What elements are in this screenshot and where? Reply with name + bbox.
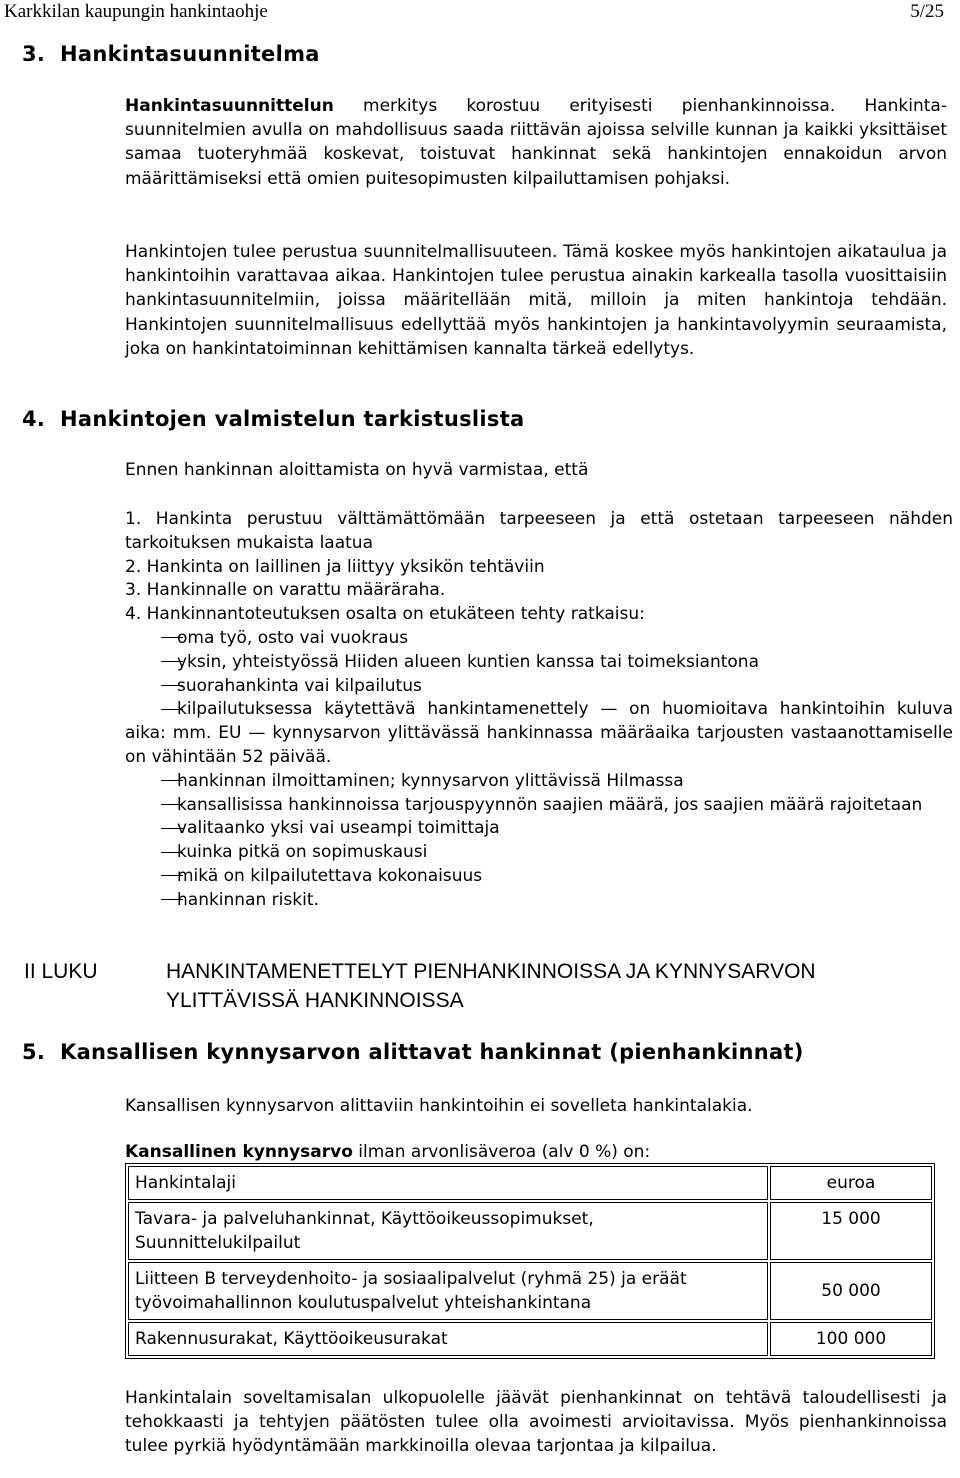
section-5-paragraph-3: Hankintalain soveltamisalan ulkopuolelle jäävät pienhankinnat on tehtävä taloudellisesti ja tehokkaasti ja tehtyjen päätösten tulee olla avoimesti arvioitavissa. Myös pienhankinnoissa tulee pyrkiä hyödyntämään markkinoilla olevaa tarjontaa ja kilpailua. <box>125 1388 947 1457</box>
dash-icon <box>125 794 177 818</box>
section-number: 5. <box>22 1040 46 1064</box>
section-title: Kansallisen kynnysarvon alittavat hankinnat (pienhankinnat) <box>60 1040 804 1064</box>
table-row <box>128 1322 932 1356</box>
bold-term: Kansallinen kynnysarvo <box>125 1142 353 1162</box>
sub-list-item: kansallisissa hankinnoissa tarjouspyynnön saajien määrä, jos saajien määrä rajoitetaan <box>125 794 953 818</box>
sub-list-item: yksin, yhteistyössä Hiiden alueen kuntien kanssa tai toimeksiantona <box>125 651 953 675</box>
section-4-intro: Ennen hankinnan aloittamista on hyvä varmistaa, että <box>125 460 589 480</box>
section-3-heading <box>22 42 320 66</box>
section-5-heading <box>22 1040 804 1064</box>
sub-list-item: hankinnan riskit. <box>125 889 953 913</box>
checklist <box>125 508 953 913</box>
sub-list-item: suorahankinta vai kilpailutus <box>125 675 953 699</box>
table-cell: 15 000 <box>770 1202 932 1260</box>
dash-icon <box>125 651 177 675</box>
threshold-table <box>125 1163 935 1359</box>
dash-icon <box>125 698 177 722</box>
bold-term: Hankintasuunnittelun <box>125 96 334 116</box>
document-title: Karkkilan kaupungin hankintaohje <box>4 1 268 22</box>
chapter-heading <box>0 957 960 1017</box>
sub-list-item: kuinka pitkä on sopimuskausi <box>125 841 953 865</box>
table-cell: Rakennusurakat, Käyttöoikeusurakat <box>128 1322 768 1356</box>
table-row <box>128 1202 932 1260</box>
sub-list-item: hankinnan ilmoittaminen; kynnysarvon ylittävissä Hilmassa <box>125 770 953 794</box>
section-number: 4. <box>22 407 46 431</box>
table-cell: Liitteen B terveydenhoito- ja sosiaalipalvelut (ryhmä 25) ja eräät työvoimahallinnon koulutuspalvelut yhteishankintana <box>128 1262 768 1320</box>
dash-icon <box>125 770 177 794</box>
list-item: 4. Hankinnantoteutuksen osalta on etukäteen tehty ratkaisu: <box>125 604 645 625</box>
dash-icon <box>125 675 177 699</box>
list-item: 3. Hankinnalle on varattu määräraha. <box>125 580 446 601</box>
section-3-paragraph-1: Hankintasuunnittelun merkitys korostuu erityisesti pienhankinnoissa. Hankinta-suunnitelmien avulla on mahdollisuus saada riittävän ajoissa selville kunnan ja kaikki yksittäiset samaa tuoteryhmää koskevat, toistuvat hankinnat sekä hankintojen ennakoidun arvon määrittämiseksi että omien puitesopimusten kilpailuttamisen pohjaksi. <box>125 96 947 189</box>
dash-icon <box>125 817 177 841</box>
page-header <box>0 0 944 30</box>
sub-list-item: mikä on kilpailutettava kokonaisuus <box>125 865 953 889</box>
sub-list-item: kilpailutuksessa käytettävä hankintamenettely — on huomioitava hankintoihin kuluva aika: mm. EU — kynnysarvon ylittävässä hankinnassa määräaika tarjousten vastaanottamiselle on vähintään 52 päivää. <box>125 699 953 767</box>
dash-icon <box>125 865 177 889</box>
dash-icon <box>125 627 177 651</box>
section-title: Hankintojen valmistelun tarkistuslista <box>60 407 525 431</box>
section-4-heading <box>22 407 525 431</box>
table-header-cell: euroa <box>770 1166 932 1200</box>
sub-list-item: valitaanko yksi vai useampi toimittaja <box>125 817 953 841</box>
table-header-cell: Hankintalaji <box>128 1166 768 1200</box>
sub-list-item: oma työ, osto vai vuokraus <box>125 627 953 651</box>
page-number: 5/25 <box>910 1 944 22</box>
chapter-label: II LUKU <box>24 960 98 983</box>
dash-icon <box>125 841 177 865</box>
dash-icon <box>125 889 177 913</box>
table-row <box>128 1262 932 1320</box>
table-header-row <box>128 1166 932 1200</box>
list-item: 2. Hankinta on laillinen ja liittyy yksikön tehtäviin <box>125 556 545 577</box>
section-number: 3. <box>22 42 46 66</box>
list-item: 1. Hankinta perustuu välttämättömään tarpeeseen ja että ostetaan tarpeeseen nähden tarkoituksen mukaista laatua <box>125 509 953 553</box>
table-cell: 100 000 <box>770 1322 932 1356</box>
section-5-paragraph-2: Kansallinen kynnysarvo ilman arvonlisäveroa (alv 0 %) on: <box>125 1142 651 1162</box>
section-3-paragraph-2: Hankintojen tulee perustua suunnitelmallisuuteen. Tämä koskee myös hankintojen aikataulua ja hankintoihin varattavaa aikaa. Hankintojen tulee perustua ainakin karkealla tasolla vuosittaisiin hankintasuunnitelmiin, joissa määritellään mitä, milloin ja miten hankintoja tehdään. Hankintojen suunnitelmallisuus edellyttää myös hankintojen ja hankintavolyymin seuraamista, joka on hankintatoiminnan kehittämisen kannalta tärkeä edellytys. <box>125 242 947 359</box>
table-cell: 50 000 <box>770 1262 932 1320</box>
table-cell: Tavara- ja palveluhankinnat, Käyttöoikeussopimukset, Suunnittelukilpailut <box>128 1202 768 1260</box>
section-5-paragraph-1: Kansallisen kynnysarvon alittaviin hankintoihin ei sovelleta hankintalakia. <box>125 1096 753 1116</box>
section-title: Hankintasuunnitelma <box>60 42 320 66</box>
chapter-title: HANKINTAMENETTELYT PIENHANKINNOISSA JA KYNNYSARVON YLITTÄVISSÄ HANKINNOISSA <box>166 960 816 1012</box>
